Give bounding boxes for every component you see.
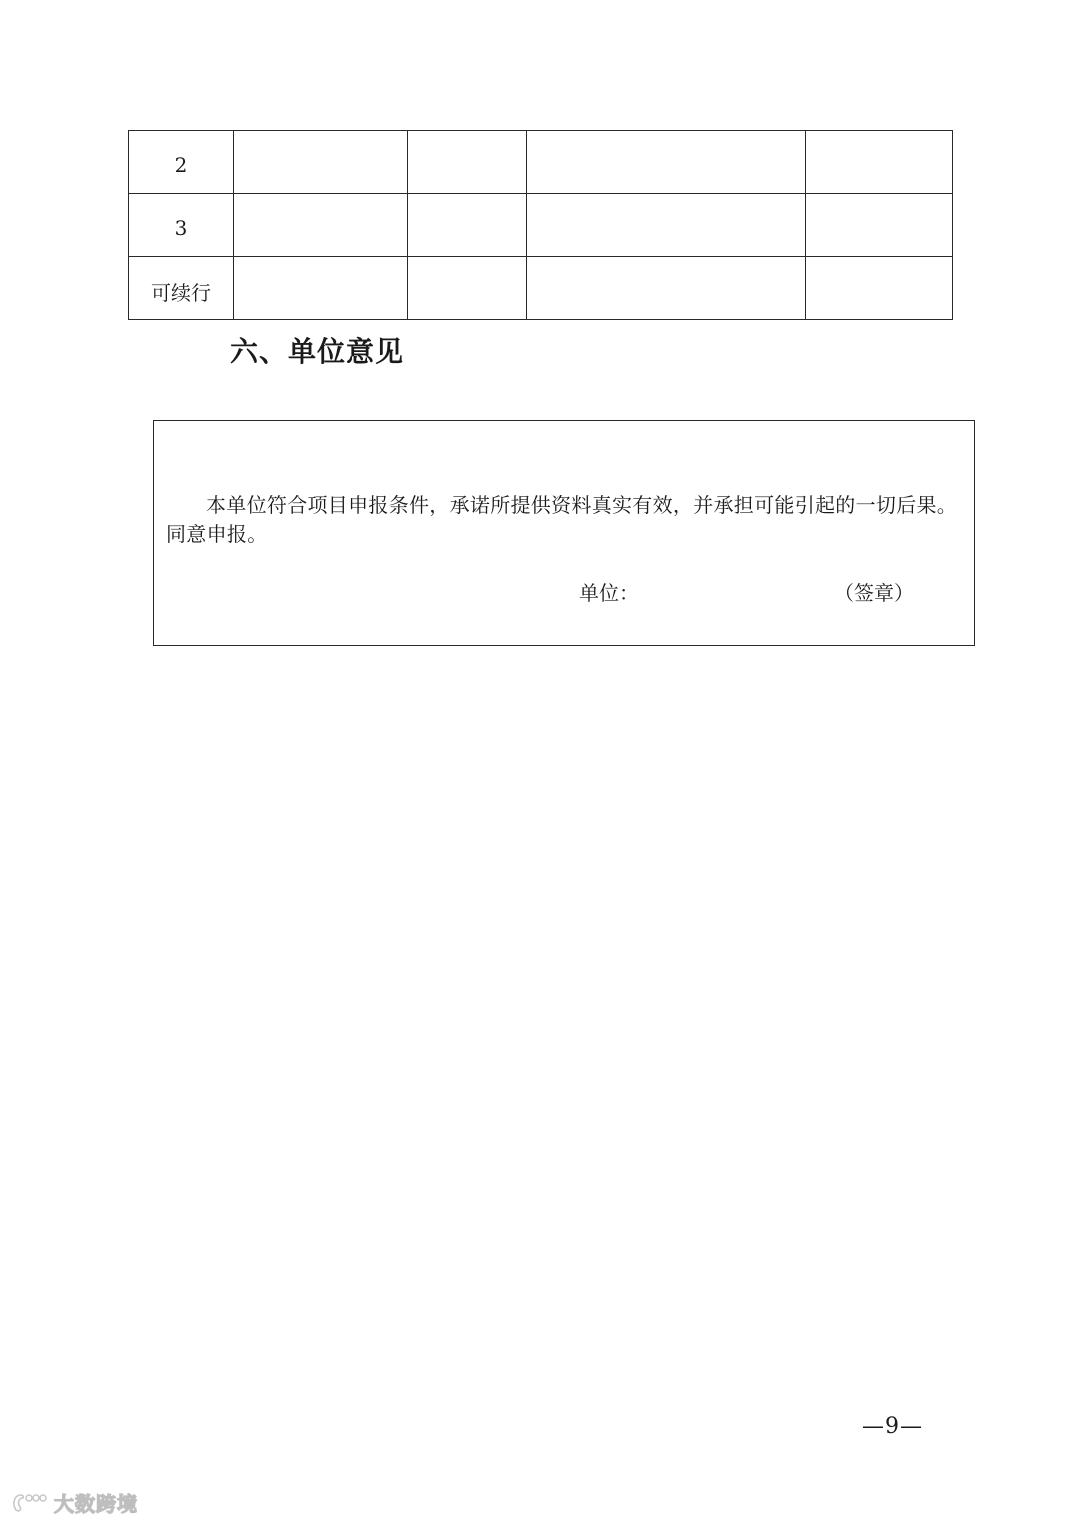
row-number: 3 <box>129 194 234 257</box>
row-continuation-label: 可续行 <box>129 257 234 320</box>
table-cell[interactable] <box>234 131 408 194</box>
watermark-text: 大数跨境 <box>54 1492 138 1516</box>
signature-line <box>154 577 974 607</box>
unit-label: 单位： <box>579 581 639 605</box>
table-cell[interactable] <box>806 194 953 257</box>
table-row <box>129 257 953 320</box>
page-number: —9— <box>862 1414 923 1439</box>
table-row <box>129 131 953 194</box>
table-cell[interactable] <box>806 131 953 194</box>
table-cell[interactable] <box>408 131 527 194</box>
seal-label: （签章） <box>834 581 914 605</box>
table-cell[interactable] <box>408 257 527 320</box>
commitment-statement: 本单位符合项目申报条件，承诺所提供资料真实有效，并承担可能引起的一切后果。同意申报。 <box>166 493 958 546</box>
table-cell[interactable] <box>527 257 806 320</box>
table-cell[interactable] <box>527 194 806 257</box>
row-number: 2 <box>129 131 234 194</box>
table-cell[interactable] <box>408 194 527 257</box>
table-cell[interactable] <box>234 194 408 257</box>
project-table <box>128 130 953 320</box>
unit-opinion-box <box>153 420 975 646</box>
watermark <box>10 1488 138 1517</box>
section-heading: 六、单位意见 <box>230 335 405 368</box>
table-cell[interactable] <box>234 257 408 320</box>
watermark-logo-icon <box>10 1490 50 1516</box>
table-cell[interactable] <box>806 257 953 320</box>
table-cell[interactable] <box>527 131 806 194</box>
table-row <box>129 194 953 257</box>
